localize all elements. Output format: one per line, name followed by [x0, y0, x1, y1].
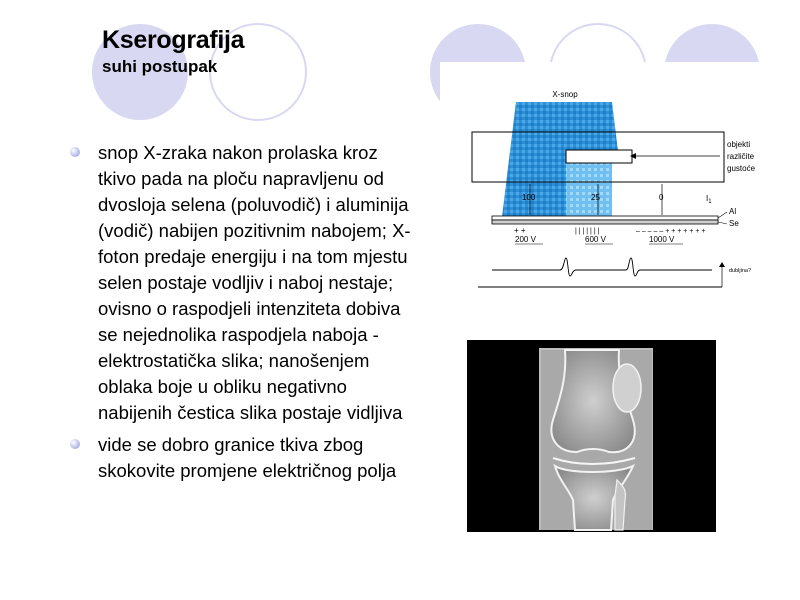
patella-bone [613, 364, 641, 412]
voltage-200: 200 V [515, 235, 536, 244]
bullet-text-2: vide se dobro granice tkiva zbog skokovite promjene električnog polja [98, 434, 397, 481]
selenium-layer [492, 220, 718, 224]
layer-se-label: Se [729, 219, 739, 228]
voltage-600: 600 V [585, 235, 606, 244]
intensity-0: 0 [659, 193, 664, 202]
slide-title: Kserografija [102, 26, 245, 54]
intensity-symbol: $I_1$ [706, 194, 712, 205]
dense-object [566, 150, 632, 163]
objects-label-1: objekti [727, 140, 751, 149]
bullet-text-1: snop X-zraka nakon prolaska kroz tkivo pada na ploču napravljenu od dvosloja selena (poluvodič) i aluminija (vodič) nabijen pozitivnim nabojem; X-foton predaje energiju i na tom mjestu selen postaje vodljiv i naboj nestaje; ovisno o raspodjeli intenziteta dobiva se nejednolika raspodjela naboja - elektrostatička slika; nanošenjem oblaka boje u obliku negativno nabijenih čestica slika postaje vidljiva [98, 142, 411, 423]
slide-subtitle: suhi postupak [102, 57, 218, 76]
beam-shadow [612, 162, 632, 217]
charge-marks-right: – – – – – + + + + + + + [636, 228, 706, 235]
objects-label-2: različite [727, 152, 755, 161]
al-pointer [718, 212, 727, 218]
charge-plus-left: + + [514, 226, 526, 235]
se-pointer [718, 222, 727, 224]
knee-xeroradiograph-icon [467, 340, 716, 532]
arrow-up-icon [719, 262, 725, 267]
objects-label-3: gustoće [727, 164, 756, 173]
aluminium-layer [492, 216, 718, 220]
intensity-25: 25 [591, 193, 600, 202]
beam-label: X-snop [552, 90, 578, 99]
fibula-bone [615, 480, 626, 530]
voltage-1000: 1000 V [649, 235, 675, 244]
knee-xray-image [467, 340, 716, 532]
layer-al-label: Al [729, 207, 737, 216]
charge-marks-middle: | | | | | | | [575, 228, 600, 235]
field-profile-curve [492, 258, 712, 276]
depth-label: dubljina? [729, 268, 752, 274]
intensity-100: 100 [522, 193, 536, 202]
